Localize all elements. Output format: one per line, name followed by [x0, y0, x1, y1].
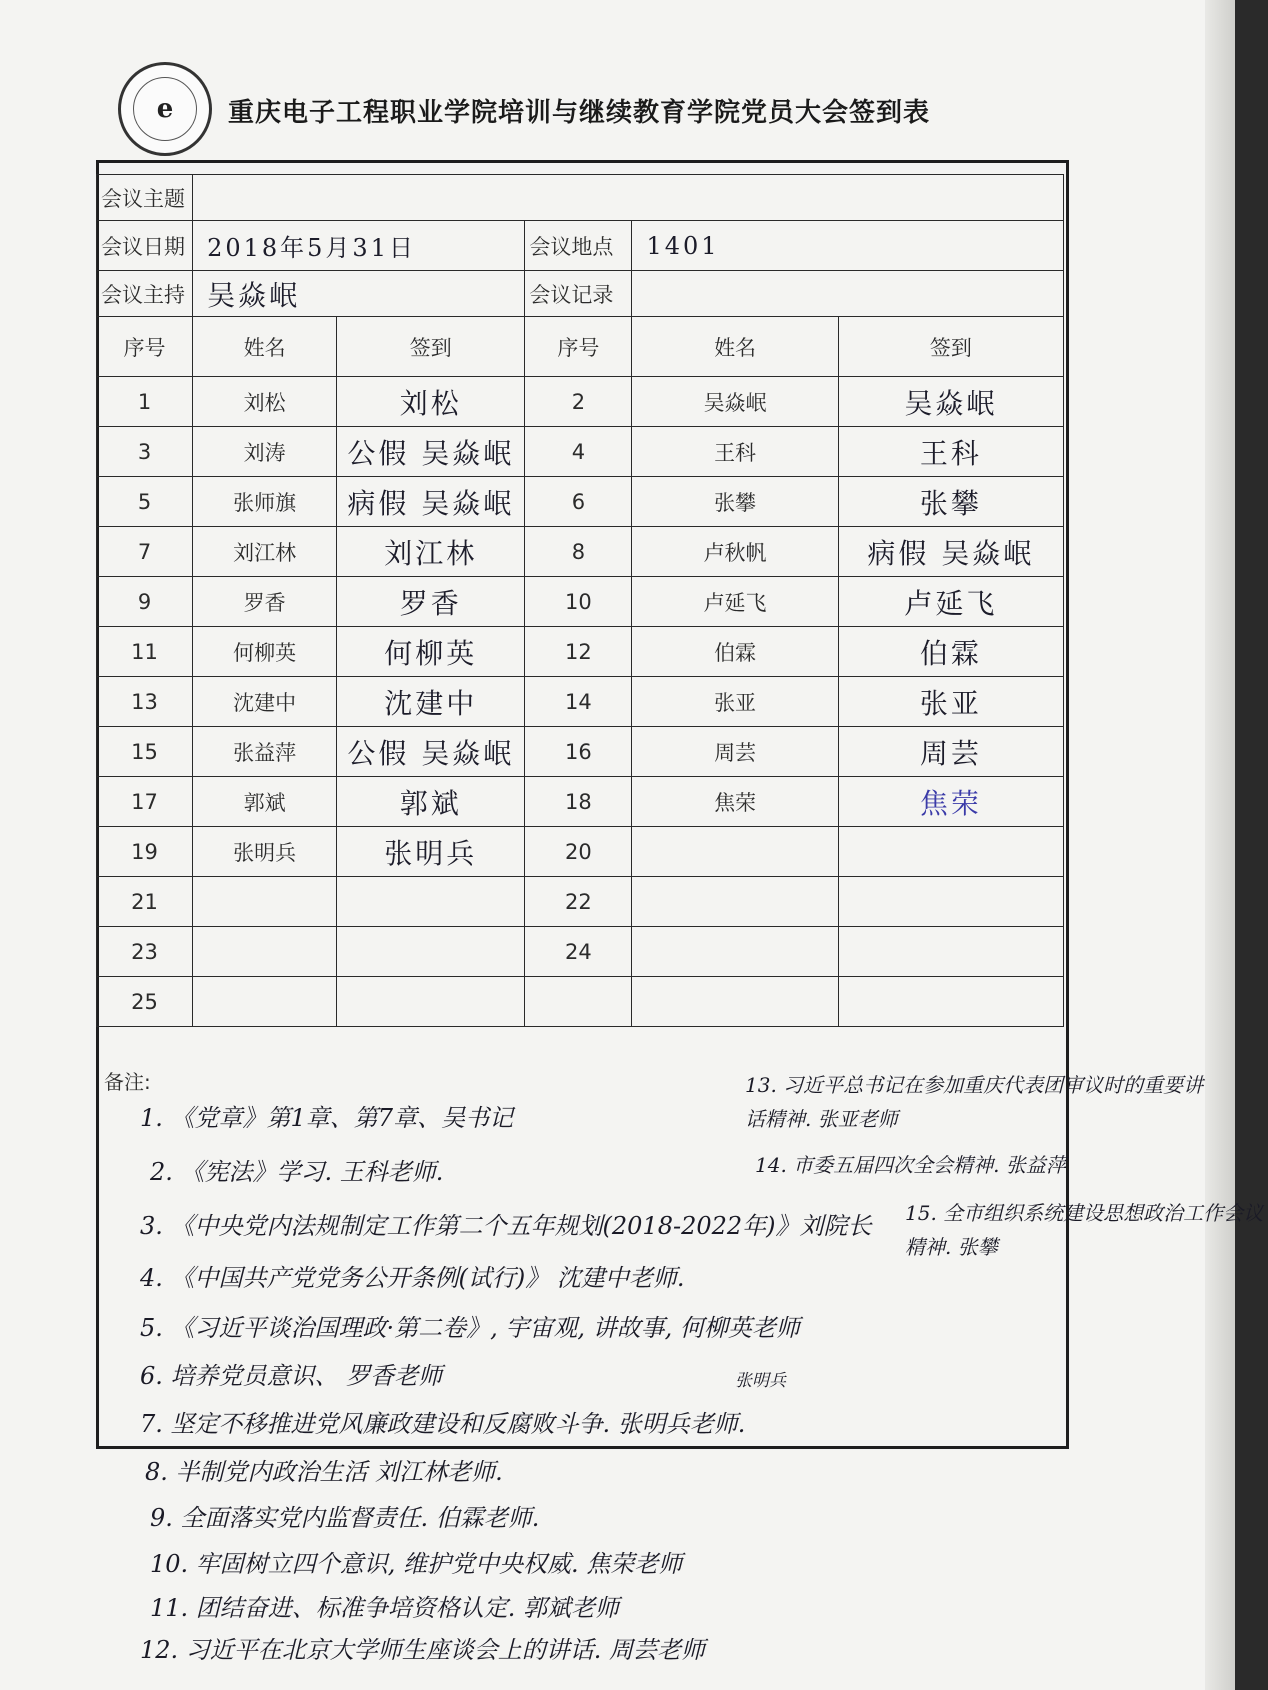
- name-cell: [632, 927, 838, 977]
- name-cell: 张攀: [632, 477, 838, 527]
- col-name-right: 姓名: [632, 317, 838, 377]
- note-item: 15. 全市组织系统建设思想政治工作会议精神. 张攀: [905, 1201, 1264, 1259]
- table-row: [97, 727, 1064, 777]
- signature-cell: [337, 427, 525, 477]
- name-cell: 张亚: [632, 677, 838, 727]
- seq-cell: 7: [97, 527, 193, 577]
- name-cell: [193, 977, 337, 1027]
- note-item: 14. 市委五届四次全会精神. 张益萍: [755, 1153, 1066, 1177]
- signature-cell: [337, 477, 525, 527]
- name-cell: [193, 877, 337, 927]
- seq-cell: 20: [525, 827, 632, 877]
- signature-handwriting: 张攀: [919, 486, 982, 520]
- table-row: [97, 477, 1064, 527]
- table-row: [97, 827, 1064, 877]
- signature-cell: [337, 727, 525, 777]
- name-cell: [193, 927, 337, 977]
- name-cell: 刘松: [193, 377, 337, 427]
- signature-cell: [337, 927, 525, 977]
- paper-edge: [1205, 0, 1235, 1690]
- recorder-value: [632, 271, 1064, 317]
- name-cell: 何柳英: [193, 627, 337, 677]
- col-seq-right: 序号: [525, 317, 632, 377]
- seq-cell: 12: [525, 627, 632, 677]
- seq-cell: 14: [525, 677, 632, 727]
- signature-cell: [838, 677, 1063, 727]
- name-cell: 郭斌: [193, 777, 337, 827]
- row-topic: [97, 175, 1064, 221]
- signature-handwriting: 刘松: [399, 386, 462, 420]
- seq-cell: 2: [525, 377, 632, 427]
- table-row: [97, 377, 1064, 427]
- location-handwriting: 1401: [646, 231, 720, 260]
- seq-cell: 16: [525, 727, 632, 777]
- name-cell: 吴焱岷: [632, 377, 838, 427]
- signature-cell: [838, 777, 1063, 827]
- topic-label: 会议主题: [97, 175, 193, 221]
- note-item: 10. 牢固树立四个意识, 维护党中央权威. 焦荣老师: [150, 1550, 683, 1578]
- signature-cell: [337, 577, 525, 627]
- name-cell: 刘涛: [193, 427, 337, 477]
- name-cell: 伯霖: [632, 627, 838, 677]
- col-sign-right: 签到: [838, 317, 1063, 377]
- signature-handwriting: 公假 吴焱岷: [347, 436, 515, 470]
- signature-handwriting: 张亚: [919, 686, 982, 720]
- signature-cell: [838, 927, 1063, 977]
- date-value: [193, 221, 525, 271]
- signature-cell: [838, 877, 1063, 927]
- table-row: [97, 527, 1064, 577]
- signature-handwriting: 王科: [919, 436, 982, 470]
- name-cell: [632, 977, 838, 1027]
- seq-cell: 8: [525, 527, 632, 577]
- table-row: [97, 877, 1064, 927]
- signature-handwriting: 张明兵: [384, 836, 478, 870]
- signature-cell: [838, 577, 1063, 627]
- note-insertion: 张明兵: [735, 1371, 786, 1391]
- note-item: 6. 培养党员意识、 罗香老师: [140, 1362, 443, 1390]
- seq-cell: 22: [525, 877, 632, 927]
- signature-handwriting: 病假 吴焱岷: [347, 486, 515, 520]
- host-label: 会议主持: [97, 271, 193, 317]
- note-item: 12. 习近平在北京大学师生座谈会上的讲话. 周芸老师: [140, 1636, 706, 1664]
- seq-cell: 4: [525, 427, 632, 477]
- name-cell: 焦荣: [632, 777, 838, 827]
- seq-cell: 5: [97, 477, 193, 527]
- signature-cell: [337, 877, 525, 927]
- signature-cell: [838, 527, 1063, 577]
- signature-cell: [337, 677, 525, 727]
- seq-cell: 19: [97, 827, 193, 877]
- table-row: [97, 627, 1064, 677]
- name-cell: 沈建中: [193, 677, 337, 727]
- date-label: 会议日期: [97, 221, 193, 271]
- col-name-left: 姓名: [193, 317, 337, 377]
- signature-cell: [337, 627, 525, 677]
- topic-value: [193, 175, 1064, 221]
- signature-cell: [838, 727, 1063, 777]
- signature-cell: [838, 377, 1063, 427]
- col-seq-left: 序号: [97, 317, 193, 377]
- row-date: [97, 221, 1064, 271]
- location-value: [632, 221, 1064, 271]
- seq-cell: 1: [97, 377, 193, 427]
- seq-cell: 25: [97, 977, 193, 1027]
- host-value: [193, 271, 525, 317]
- college-logo: [118, 62, 212, 156]
- signature-cell: [838, 827, 1063, 877]
- signature-cell: [337, 377, 525, 427]
- seq-cell: 24: [525, 927, 632, 977]
- signature-cell: [838, 477, 1063, 527]
- seq-cell: [525, 977, 632, 1027]
- signature-handwriting: 公假 吴焱岷: [347, 736, 515, 770]
- name-cell: [632, 877, 838, 927]
- location-label: 会议地点: [525, 221, 632, 271]
- column-header-row: [97, 317, 1064, 377]
- page-title: 重庆电子工程职业学院培训与继续教育学院党员大会签到表: [228, 98, 931, 128]
- name-cell: 卢秋帆: [632, 527, 838, 577]
- attendance-table: [96, 174, 1064, 1027]
- note-item: 8. 半制党内政治生活 刘江林老师.: [145, 1458, 503, 1486]
- name-cell: [632, 827, 838, 877]
- seq-cell: 21: [97, 877, 193, 927]
- signature-handwriting: 郭斌: [399, 786, 462, 820]
- signature-handwriting: 罗香: [399, 586, 462, 620]
- table-row: [97, 677, 1064, 727]
- col-sign-left: 签到: [337, 317, 525, 377]
- signature-handwriting: 沈建中: [384, 686, 478, 720]
- signature-cell: [838, 977, 1063, 1027]
- note-item: 9. 全面落实党内监督责任. 伯霖老师.: [150, 1504, 540, 1532]
- name-cell: 罗香: [193, 577, 337, 627]
- signature-handwriting: 刘江林: [384, 536, 478, 570]
- signature-cell: [337, 977, 525, 1027]
- note-item: 2. 《宪法》学习. 王科老师.: [150, 1158, 444, 1186]
- name-cell: 张明兵: [193, 827, 337, 877]
- signature-handwriting: 吴焱岷: [904, 386, 998, 420]
- note-item: 7. 坚定不移推进党风廉政建设和反腐败斗争. 张明兵老师.: [140, 1410, 746, 1438]
- name-cell: 周芸: [632, 727, 838, 777]
- note-item: 13. 习近平总书记在参加重庆代表团审议时的重要讲话精神. 张亚老师: [745, 1073, 1204, 1131]
- name-cell: 刘江林: [193, 527, 337, 577]
- table-row: [97, 427, 1064, 477]
- signature-handwriting: 卢延飞: [904, 586, 998, 620]
- table-row: [97, 927, 1064, 977]
- signature-handwriting: 伯霖: [919, 636, 982, 670]
- seq-cell: 6: [525, 477, 632, 527]
- signature-cell: [337, 827, 525, 877]
- seq-cell: 17: [97, 777, 193, 827]
- signature-cell: [337, 777, 525, 827]
- table-row: [97, 577, 1064, 627]
- seq-cell: 9: [97, 577, 193, 627]
- date-handwriting: 2018年5月31日: [207, 234, 416, 262]
- signature-handwriting: 何柳英: [384, 636, 478, 670]
- name-cell: 王科: [632, 427, 838, 477]
- seq-cell: 23: [97, 927, 193, 977]
- signature-cell: [838, 627, 1063, 677]
- table-row: [97, 777, 1064, 827]
- seq-cell: 3: [97, 427, 193, 477]
- signature-cell: [838, 427, 1063, 477]
- note-item: 3. 《中央党内法规制定工作第二个五年规划(2018-2022年)》刘院长: [140, 1212, 872, 1240]
- seq-cell: 10: [525, 577, 632, 627]
- seq-cell: 11: [97, 627, 193, 677]
- note-item: 1. 《党章》第1章、第7章、吴书记: [140, 1104, 514, 1132]
- seq-cell: 15: [97, 727, 193, 777]
- signature-handwriting: 病假 吴焱岷: [867, 536, 1035, 570]
- seq-cell: 18: [525, 777, 632, 827]
- logo-emblem-icon: e: [133, 77, 197, 141]
- recorder-label: 会议记录: [525, 271, 632, 317]
- note-item: 4. 《中国共产党党务公开条例(试行)》 沈建中老师.: [140, 1264, 685, 1292]
- host-handwriting: 吴焱岷: [207, 278, 301, 312]
- seq-cell: 13: [97, 677, 193, 727]
- note-item: 5. 《习近平谈治国理政·第二卷》, 宇宙观, 讲故事, 何柳英老师: [140, 1314, 800, 1342]
- row-host: [97, 271, 1064, 317]
- signature-handwriting: 周芸: [919, 736, 982, 770]
- signature-handwriting: 焦荣: [919, 786, 982, 820]
- signature-cell: [337, 527, 525, 577]
- notes-label: 备注:: [104, 1070, 151, 1094]
- name-cell: 张师旗: [193, 477, 337, 527]
- name-cell: 张益萍: [193, 727, 337, 777]
- table-row: [97, 977, 1064, 1027]
- name-cell: 卢延飞: [632, 577, 838, 627]
- note-item: 11. 团结奋进、标准争培资格认定. 郭斌老师: [150, 1594, 620, 1622]
